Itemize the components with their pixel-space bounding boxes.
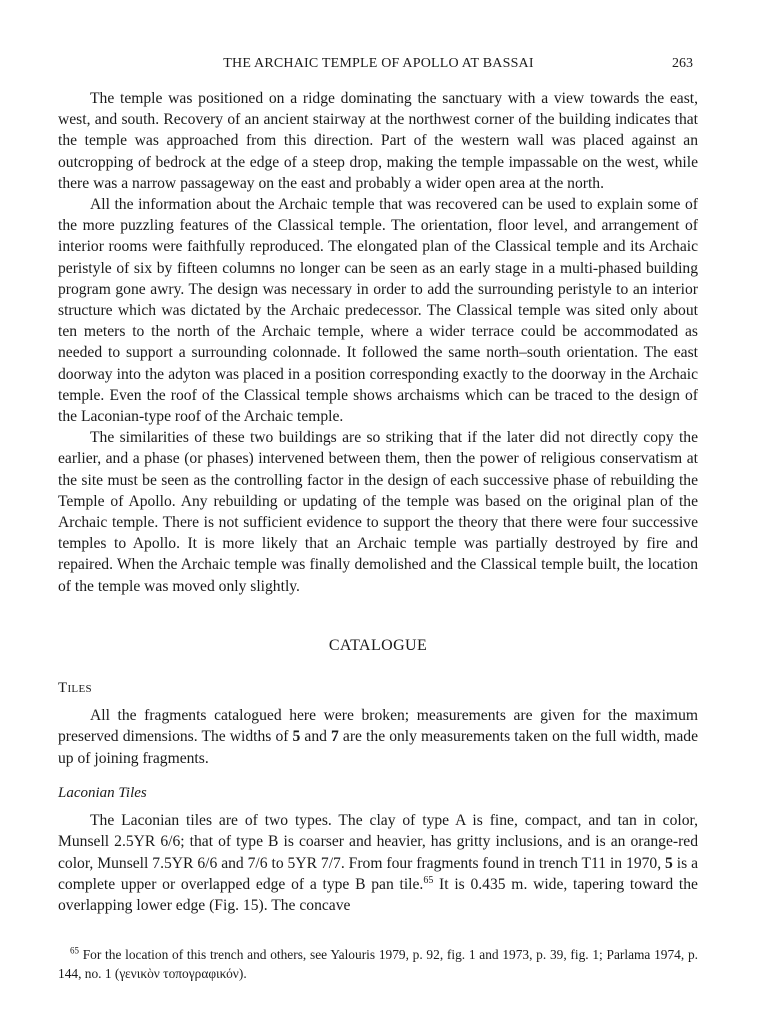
tiles-text-1: All the fragments catalogued here were broken; measurements are given for the maximum preserved dimensions. The widths of (58, 707, 698, 746)
laconian-text-2: is a complete upper or overlapped edge of a type B pan tile. (58, 854, 698, 893)
paragraph-3: The similarities of these two buildings are so striking that if the later did not directly copy the earlier, and a phase (or phases) intervened between them, then the power of religious conservatism at the site must be seen as the controlling factor in the design of each successive phase of rebuilding the Temple of Apollo. Any rebuilding or updating of the temple was based on the original plan of the Archaic temple. There is not sufficient evidence to support the theory that there were four successive temples to Apollo. It is more likely that an Archaic temple was partially destroyed by fire and repaired. When the Archaic temple was finally demolished and the Classical temple built, the location of the temple was moved only slightly. (58, 429, 698, 595)
body-text (58, 88, 698, 916)
laconian-text-1: The Laconian tiles are of two types. The clay of type A is fine, compact, and tan in color, Munsell 2.5YR 6/6; that of type B is coarser and heavier, has gritty inclusions, and is an orange-red color, Munsell 7.5YR 6/6 and 7/6 to 5YR 7/7. From four fragments found in trench T11 in 1970, (58, 812, 698, 872)
paragraph-2: All the information about the Archaic temple that was recovered can be used to explain some of the more puzzling features of the Classical temple. The orientation, floor level, and arrangement of interior rooms were faithfully reproduced. The elongated plan of the Classical temple and its Archaic peristyle of six by fifteen columns no longer can be seen as an early stage in a multi-phased building program gone awry. The design was necessary in order to add the surrounding peristyle to an interior structure which was dictated by the Archaic predecessor. The Classical temple was sited only about ten meters to the north of the Archaic temple, where a wider terrace could be accommodated as needed to support a surrounding colonnade. It followed the same north–south orientation. The east doorway into the adyton was placed in a position corresponding exactly to the doorway in the Archaic temple. Even the roof of the Classical temple shows archaisms which can be traced to the design of the Laconian-type roof of the Archaic temple. (58, 196, 698, 426)
paragraph-laconian (58, 810, 698, 916)
tiles-text-3: are the only measurements taken on the full width, made up of joining fragments. (58, 728, 699, 767)
footnote-65 (58, 945, 698, 983)
paragraph-tiles (58, 705, 698, 769)
laconian-text-3: It is 0.435 m. wide, tapering toward the overlapping lower edge (Fig. 15). The concave (58, 875, 698, 914)
footnote-ref-65[interactable]: 65 (423, 874, 434, 886)
catalogue-number-5: 5 (292, 728, 301, 746)
subheading-laconian-tiles: Laconian Tiles (58, 784, 147, 801)
subheading-tiles-text: Tiles (58, 680, 92, 697)
section-heading-catalogue: CATALOGUE (328, 636, 428, 654)
footnote-number: 65 (70, 945, 79, 956)
paragraph-1: The temple was positioned on a ridge dominating the sanctuary with a view towards the east, west, and south. Recovery of an ancient stairway at the northwest corner of the building indicates that the temple was approached from this direction. Part of the western wall was placed against an outcropping of bedrock at the edge of a steep drop, making the temple impassable on the west, while there was a narrow passageway on the east and probably a wider open area at the north. (58, 90, 698, 192)
page-number: 263 (672, 56, 693, 71)
subheading-tiles (58, 678, 698, 699)
catalogue-number-7: 7 (331, 728, 339, 746)
tiles-text-2: and (300, 728, 332, 746)
catalogue-number-5-ref: 5 (665, 854, 673, 872)
running-head (0, 56, 757, 76)
running-head-title: THE ARCHAIC TEMPLE OF APOLLO AT BASSAI (223, 56, 534, 71)
footnote-text: For the location of this trench and others, see Yalouris 1979, p. 92, fig. 1 and 1973, p. 39, fig. 1; Parlama 1974, p. 144, no. 1 (γενικὸν τοπογραφικόν). (58, 947, 698, 982)
